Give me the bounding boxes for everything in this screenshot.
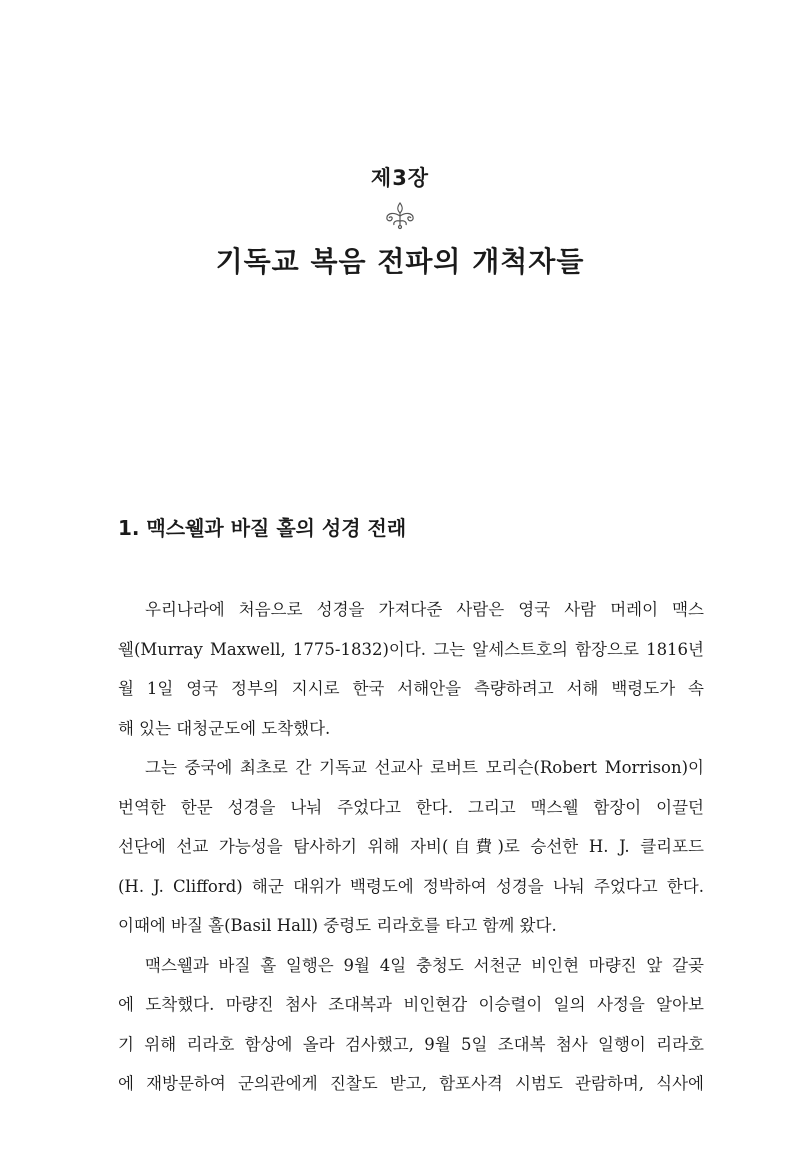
body-line: 번역한 한문 성경을 나눠 주었다고 한다. 그리고 맥스웰 함장이 이끌던 — [118, 797, 704, 817]
body-line: 그는 중국에 최초로 간 기독교 선교사 로버트 모리슨(Robert Morrison)이 — [145, 758, 704, 777]
section-heading: 1. 맥스웰과 바질 홀의 성경 전래 — [118, 516, 407, 540]
body-text — [118, 590, 704, 1104]
body-line: 해 있는 대청군도에 도착했다. — [118, 718, 331, 738]
fleuron-ornament-icon — [382, 200, 418, 230]
body-line: 맥스웰과 바질 홀 일행은 9월 4일 충청도 서천군 비인현 마량진 앞 갈곶 — [145, 955, 704, 975]
chapter-label: 제3장 — [370, 166, 430, 190]
body-line: 에 도착했다. 마량진 첨사 조대복과 비인현감 이승렬이 일의 사정을 알아보 — [118, 995, 704, 1014]
body-line: 월 1일 영국 정부의 지시로 한국 서해안을 측량하려고 서해 백령도가 속 — [118, 679, 704, 698]
body-line: 기 위해 리라호 함상에 올라 검사했고, 9월 5일 조대복 첨사 일행이 리라호 — [118, 1034, 704, 1054]
chapter-title: 기독교 복음 전파의 개척자들 — [215, 245, 585, 278]
body-line: 선단에 선교 가능성을 탐사하기 위해 자비(自費)로 승선한 H. J. 클리포드 — [118, 837, 704, 856]
body-line: 이때에 바질 홀(Basil Hall) 중령도 리라호를 타고 함께 왔다. — [118, 916, 557, 935]
body-line: (H. J. Clifford) 해군 대위가 백령도에 정박하여 성경을 나눠 주었다고 한다. — [118, 876, 704, 896]
body-line: 웰(Murray Maxwell, 1775-1832)이다. 그는 알세스트호의 함장으로 1816년 — [118, 639, 704, 659]
body-line: 에 재방문하여 군의관에게 진찰도 받고, 함포사격 시범도 관람하며, 식사에 — [118, 1074, 704, 1093]
body-line: 우리나라에 처음으로 성경을 가져다준 사람은 영국 사람 머레이 맥스 — [145, 600, 704, 619]
